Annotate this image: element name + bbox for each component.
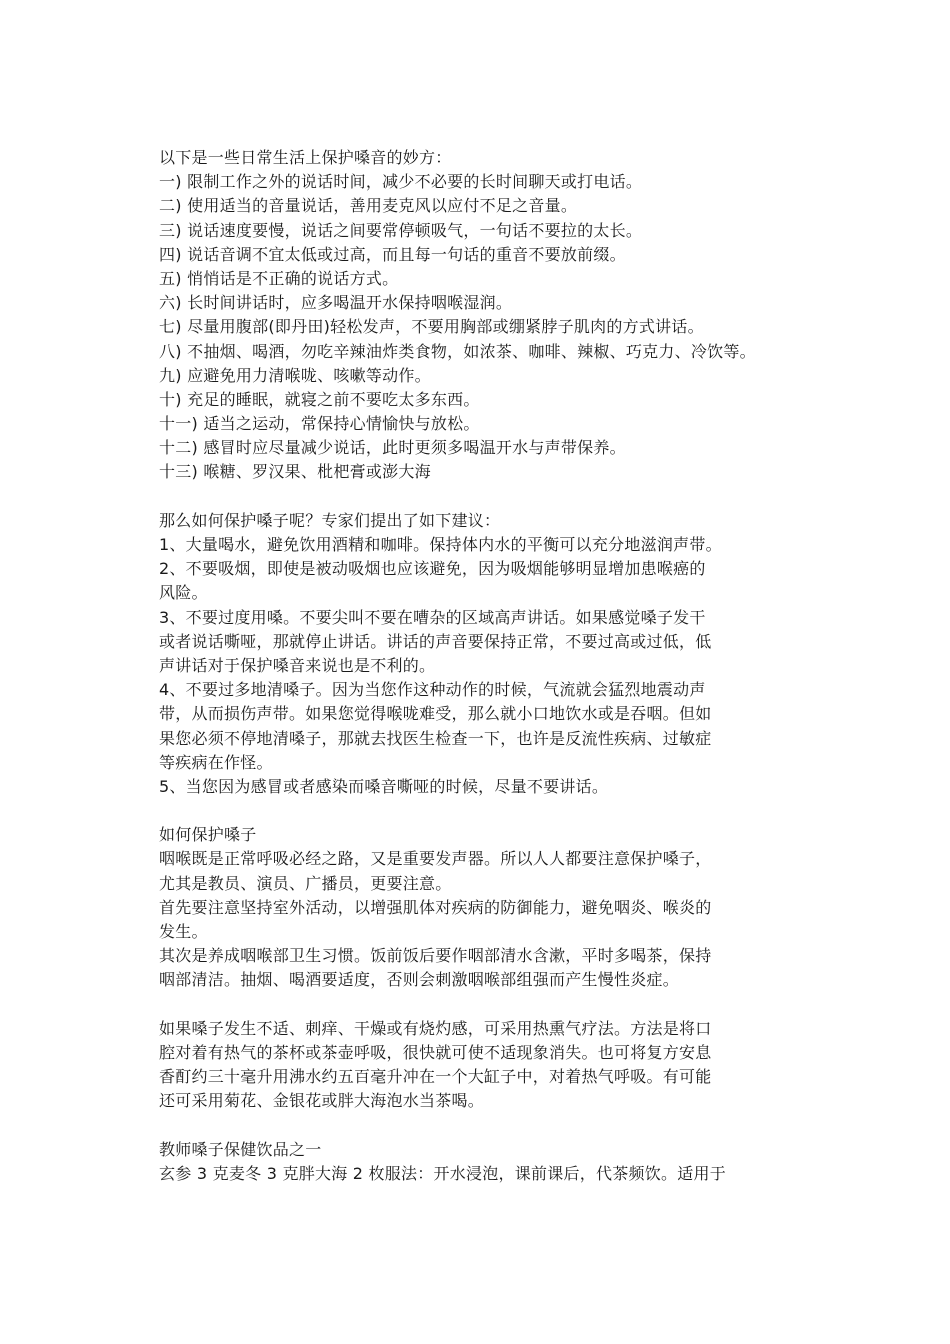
tip-item: 九) 应避免用力清喉咙、咳嗽等动作。 <box>159 365 431 385</box>
body-line: 尤其是教员、演员、广播员，更要注意。 <box>159 873 452 893</box>
expert-advice <box>159 509 799 799</box>
paragraph-gap <box>159 1114 799 1138</box>
advice-line: 或者说话嘶哑，那就停止讲话。讲话的声音要保持正常，不要过高或过低，低 <box>159 631 712 651</box>
section-title: 如何保护嗓子 <box>159 825 257 845</box>
advice-line: 风险。 <box>159 583 208 603</box>
tips-intro: 以下是一些日常生活上保护嗓音的妙方： <box>159 148 452 167</box>
tip-item: 十) 充足的睡眠，就寝之前不要吃太多东西。 <box>159 389 480 409</box>
body-line: 咽喉既是正常呼吸必经之路，又是重要发声器。所以人人都要注意保护嗓子， <box>159 849 712 869</box>
tip-item: 十三) 喉糖、罗汉果、枇杷膏或澎大海 <box>159 462 431 482</box>
body-line: 首先要注意坚持室外活动，以增强肌体对疾病的防御能力，避免咽炎、喉炎的 <box>159 897 712 917</box>
advice-line: 2、不要吸烟，即使是被动吸烟也应该避免，因为吸烟能够明显增加患喉癌的 <box>159 559 706 579</box>
throat-protection-section <box>159 823 799 992</box>
advice-line: 3、不要过度用嗓。不要尖叫不要在嘈杂的区域高声讲话。如果感觉嗓子发干 <box>159 607 706 627</box>
tip-item: 十一) 适当之运动，常保持心情愉快与放松。 <box>159 414 480 434</box>
document-page <box>159 146 799 1186</box>
advice-line: 声讲话对于保护嗓音来说也是不利的。 <box>159 655 436 675</box>
tip-item: 三) 说话速度要慢，说话之间要常停顿吸气，一句话不要拉的太长。 <box>159 220 643 240</box>
section-title: 教师嗓子保健饮品之一 <box>159 1139 322 1159</box>
tip-item: 十二) 感冒时应尽量减少说话，此时更须多喝温开水与声带保养。 <box>159 438 626 458</box>
body-line: 玄参 3 克麦冬 3 克胖大海 2 枚服法：开水浸泡，课前课后，代茶频饮。适用于 <box>159 1163 727 1183</box>
teacher-drink-section <box>159 1138 799 1186</box>
tip-item: 二) 使用适当的音量说话，善用麦克风以应付不足之音量。 <box>159 196 578 216</box>
tip-item: 八) 不抽烟、喝酒，勿吃辛辣油炸类食物，如浓茶、咖啡、辣椒、巧克力、冷饮等。 <box>159 341 756 361</box>
advice-line: 等疾病在作怪。 <box>159 752 273 772</box>
advice-line: 带，从而损伤声带。如果您觉得喉咙难受，那么就小口地饮水或是吞咽。但如 <box>159 704 712 724</box>
body-line: 香酊约三十毫升用沸水约五百毫升冲在一个大缸子中，对着热气呼吸。有可能 <box>159 1067 712 1087</box>
body-line: 如果嗓子发生不适、刺痒、干燥或有烧灼感，可采用热熏气疗法。方法是将口 <box>159 1018 712 1038</box>
advice-line: 果您必须不停地清嗓子，那就去找医生检查一下，也许是反流性疾病、过敏症 <box>159 728 712 748</box>
advice-line: 5、当您因为感冒或者感染而嗓音嘶哑的时候，尽量不要讲话。 <box>159 776 609 796</box>
voice-protection-tips <box>159 146 799 485</box>
advice-intro: 那么如何保护嗓子呢？专家们提出了如下建议： <box>159 510 501 530</box>
body-line: 咽部清洁。抽烟、喝酒要适度，否则会刺激咽喉部组强而产生慢性炎症。 <box>159 970 680 990</box>
body-line: 还可采用菊花、金银花或胖大海泡水当茶喝。 <box>159 1091 485 1111</box>
tip-item: 七) 尽量用腹部(即丹田)轻松发声，不要用胸部或绷紧脖子肌肉的方式讲话。 <box>159 317 704 337</box>
advice-line: 1、大量喝水，避免饮用酒精和咖啡。保持体内水的平衡可以充分地滋润声带。 <box>159 535 722 554</box>
paragraph-gap <box>159 993 799 1017</box>
steam-therapy-paragraph <box>159 1017 799 1114</box>
body-line: 发生。 <box>159 922 208 941</box>
tip-item: 四) 说话音调不宜太低或过高，而且每一句话的重音不要放前缀。 <box>159 244 626 264</box>
body-line: 其次是养成咽喉部卫生习惯。饭前饭后要作咽部清水含漱，平时多喝茶，保持 <box>159 946 712 966</box>
body-line: 腔对着有热气的茶杯或茶壶呼吸，很快就可使不适现象消失。也可将复方安息 <box>159 1042 712 1062</box>
advice-line: 4、不要过多地清嗓子。因为当您作这种动作的时候，气流就会猛烈地震动声 <box>159 680 706 700</box>
tip-item: 六) 长时间讲话时，应多喝温开水保持咽喉湿润。 <box>159 293 513 313</box>
tip-item: 一) 限制工作之外的说话时间，减少不必要的长时间聊天或打电话。 <box>159 172 643 192</box>
paragraph-gap <box>159 799 799 823</box>
paragraph-gap <box>159 485 799 509</box>
tip-item: 五) 悄悄话是不正确的说话方式。 <box>159 268 399 288</box>
